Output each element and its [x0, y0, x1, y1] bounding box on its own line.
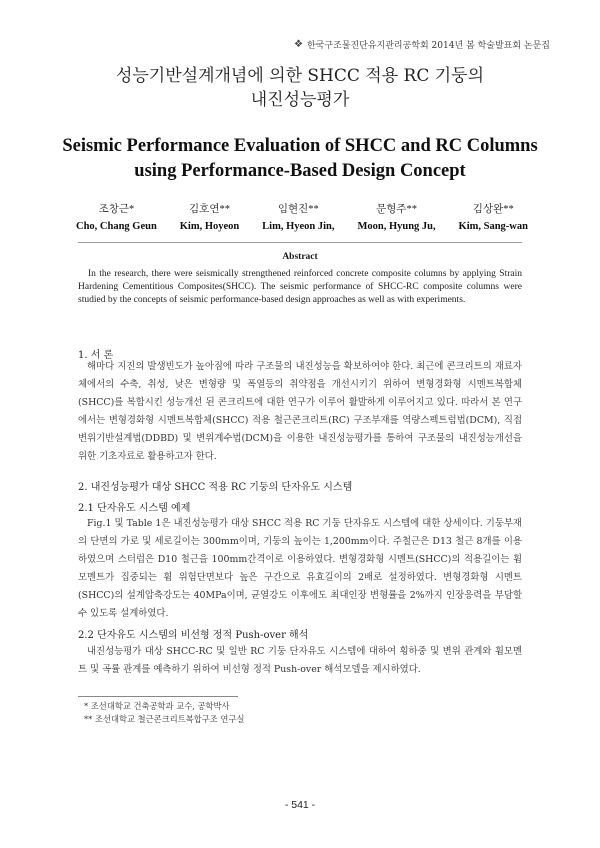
author-name-kr: 임현진** — [277, 204, 319, 215]
author-divider — [78, 242, 522, 243]
section-2-2-heading: 2.2 단자유도 시스템의 비선형 정적 Push-over 해석 — [78, 630, 309, 641]
korean-title-line-2: 내진성능평가 — [250, 90, 350, 110]
korean-title — [0, 64, 600, 112]
section-2-1-heading: 2.1 단자유도 시스템 예제 — [78, 503, 191, 514]
author-4 — [357, 202, 435, 234]
author-5 — [459, 202, 528, 234]
author-name-en: Lim, Hyeon Jin, — [262, 221, 335, 232]
header-text: 한국구조물진단유지관리공학회 2014년 봄 학술발표회 논문집 — [306, 41, 550, 51]
abstract-body: In the research, there were seismically strengthened reinforced concrete composite columns by applying Strain Hardening Cementitious Composites(SHCC). The seismic performance of SHCC-RC composite columns were studied by the concepts of seismic performance-based design approaches as well as with experiments. — [78, 269, 522, 306]
author-1 — [76, 202, 157, 234]
section-2-heading: 2. 내진성능평가 대상 SHCC 적용 RC 기둥의 단자유도 시스템 — [78, 482, 353, 493]
section-1-heading: 1. 서 론 — [78, 350, 114, 361]
page-number: - 541 - — [284, 799, 316, 811]
author-list — [76, 202, 528, 234]
abstract-heading: Abstract — [282, 252, 318, 262]
english-title-line-1: Seismic Performance Evaluation of SHCC and RC Columns — [62, 136, 538, 156]
author-3 — [262, 202, 334, 234]
footnote-1: * 조선대학교 건축공학과 교수, 공학박사 — [84, 701, 230, 711]
author-name-en: Kim, Sang-wan — [458, 221, 528, 232]
author-name-kr: 조창근* — [98, 204, 135, 215]
footnote-2: ** 조선대학교 철근콘크리트복합구조 연구실 — [84, 714, 245, 724]
english-title — [0, 134, 600, 184]
section-2-1-body: Fig.1 및 Table 1은 내진성능평가 대상 SHCC 적용 RC 기둥 단자유도 시스템에 대한 상세이다. 기둥부재의 단면의 가로 및 세로길이는 300mm이며, 기둥의 높이는 1,200mm이다. 주철근은 D13 철근 8개를 이용하였으며 스터럽은 D10 철근을 100mm간격이로 이용하였다. 변형경화형 시멘트(SHCC)의 적용길이는 휨모멘트가 집중되는 휨 위험단면보다 높은 구간으로 유효길이의 2배로 설정하였다. 변형경화형 시멘트(SHCC)의 설계압축강도는 40MPa이며, 균열강도 이후에도 최대인장 변형률을 2%까지 인장응력을 부담할 수 있도록 설계하였다. — [78, 518, 522, 619]
section-2-2-body: 내진성능평가 대상 SHCC-RC 및 일반 RC 기둥 단자유도 시스템에 대하여 횡하중 및 변위 관계와 휨모멘트 및 곡률 관계를 예측하기 위하여 비선형 정적 Push-over 해석모델을 제시하였다. — [78, 646, 522, 675]
author-name-kr: 문형주** — [376, 204, 417, 215]
society-logo-icon: ❖ — [294, 39, 303, 50]
author-2 — [180, 202, 240, 234]
author-name-en: Cho, Chang Geun — [76, 221, 157, 232]
author-name-en: Kim, Hoyeon — [179, 221, 240, 232]
author-name-kr: 김호연** — [189, 204, 230, 215]
section-1-body: 해마다 지진의 발생빈도가 높아짐에 따라 구조물의 내진성능을 확보하여야 한다. 최근에 콘크리트의 재료자체에서의 수축, 취성, 낮은 변형량 및 폭열등의 취약점을 개선시키기 위하여 변형경화형 시멘트복합체(SHCC)를 복합시킨 성능개선 된 콘크리트에 대한 연구가 이루어 활발하게 이루어지고 있다. 따라서 본 연구에서는 변형경화형 시멘트복합체(SHCC) 적용 철근콘크리트(RC) 구조부재를 역량스펙트럼법(DCM), 직접변위기반설계법(DDBD) 및 변위계수법(DCM)을 이용한 내진성능평가를 통하여 구조물의 내진성능개선을 위한 기초자료로 활용하고자 한다. — [78, 361, 522, 462]
english-title-line-2: using Performance-Based Design Concept — [134, 161, 466, 181]
running-header — [294, 38, 550, 51]
korean-title-line-1: 성능기반설계개념에 의한 SHCC 적용 RC 기둥의 — [115, 66, 485, 86]
footnote-divider — [78, 696, 238, 697]
author-name-kr: 김상완** — [472, 204, 514, 215]
author-name-en: Moon, Hyung Ju, — [357, 221, 436, 232]
